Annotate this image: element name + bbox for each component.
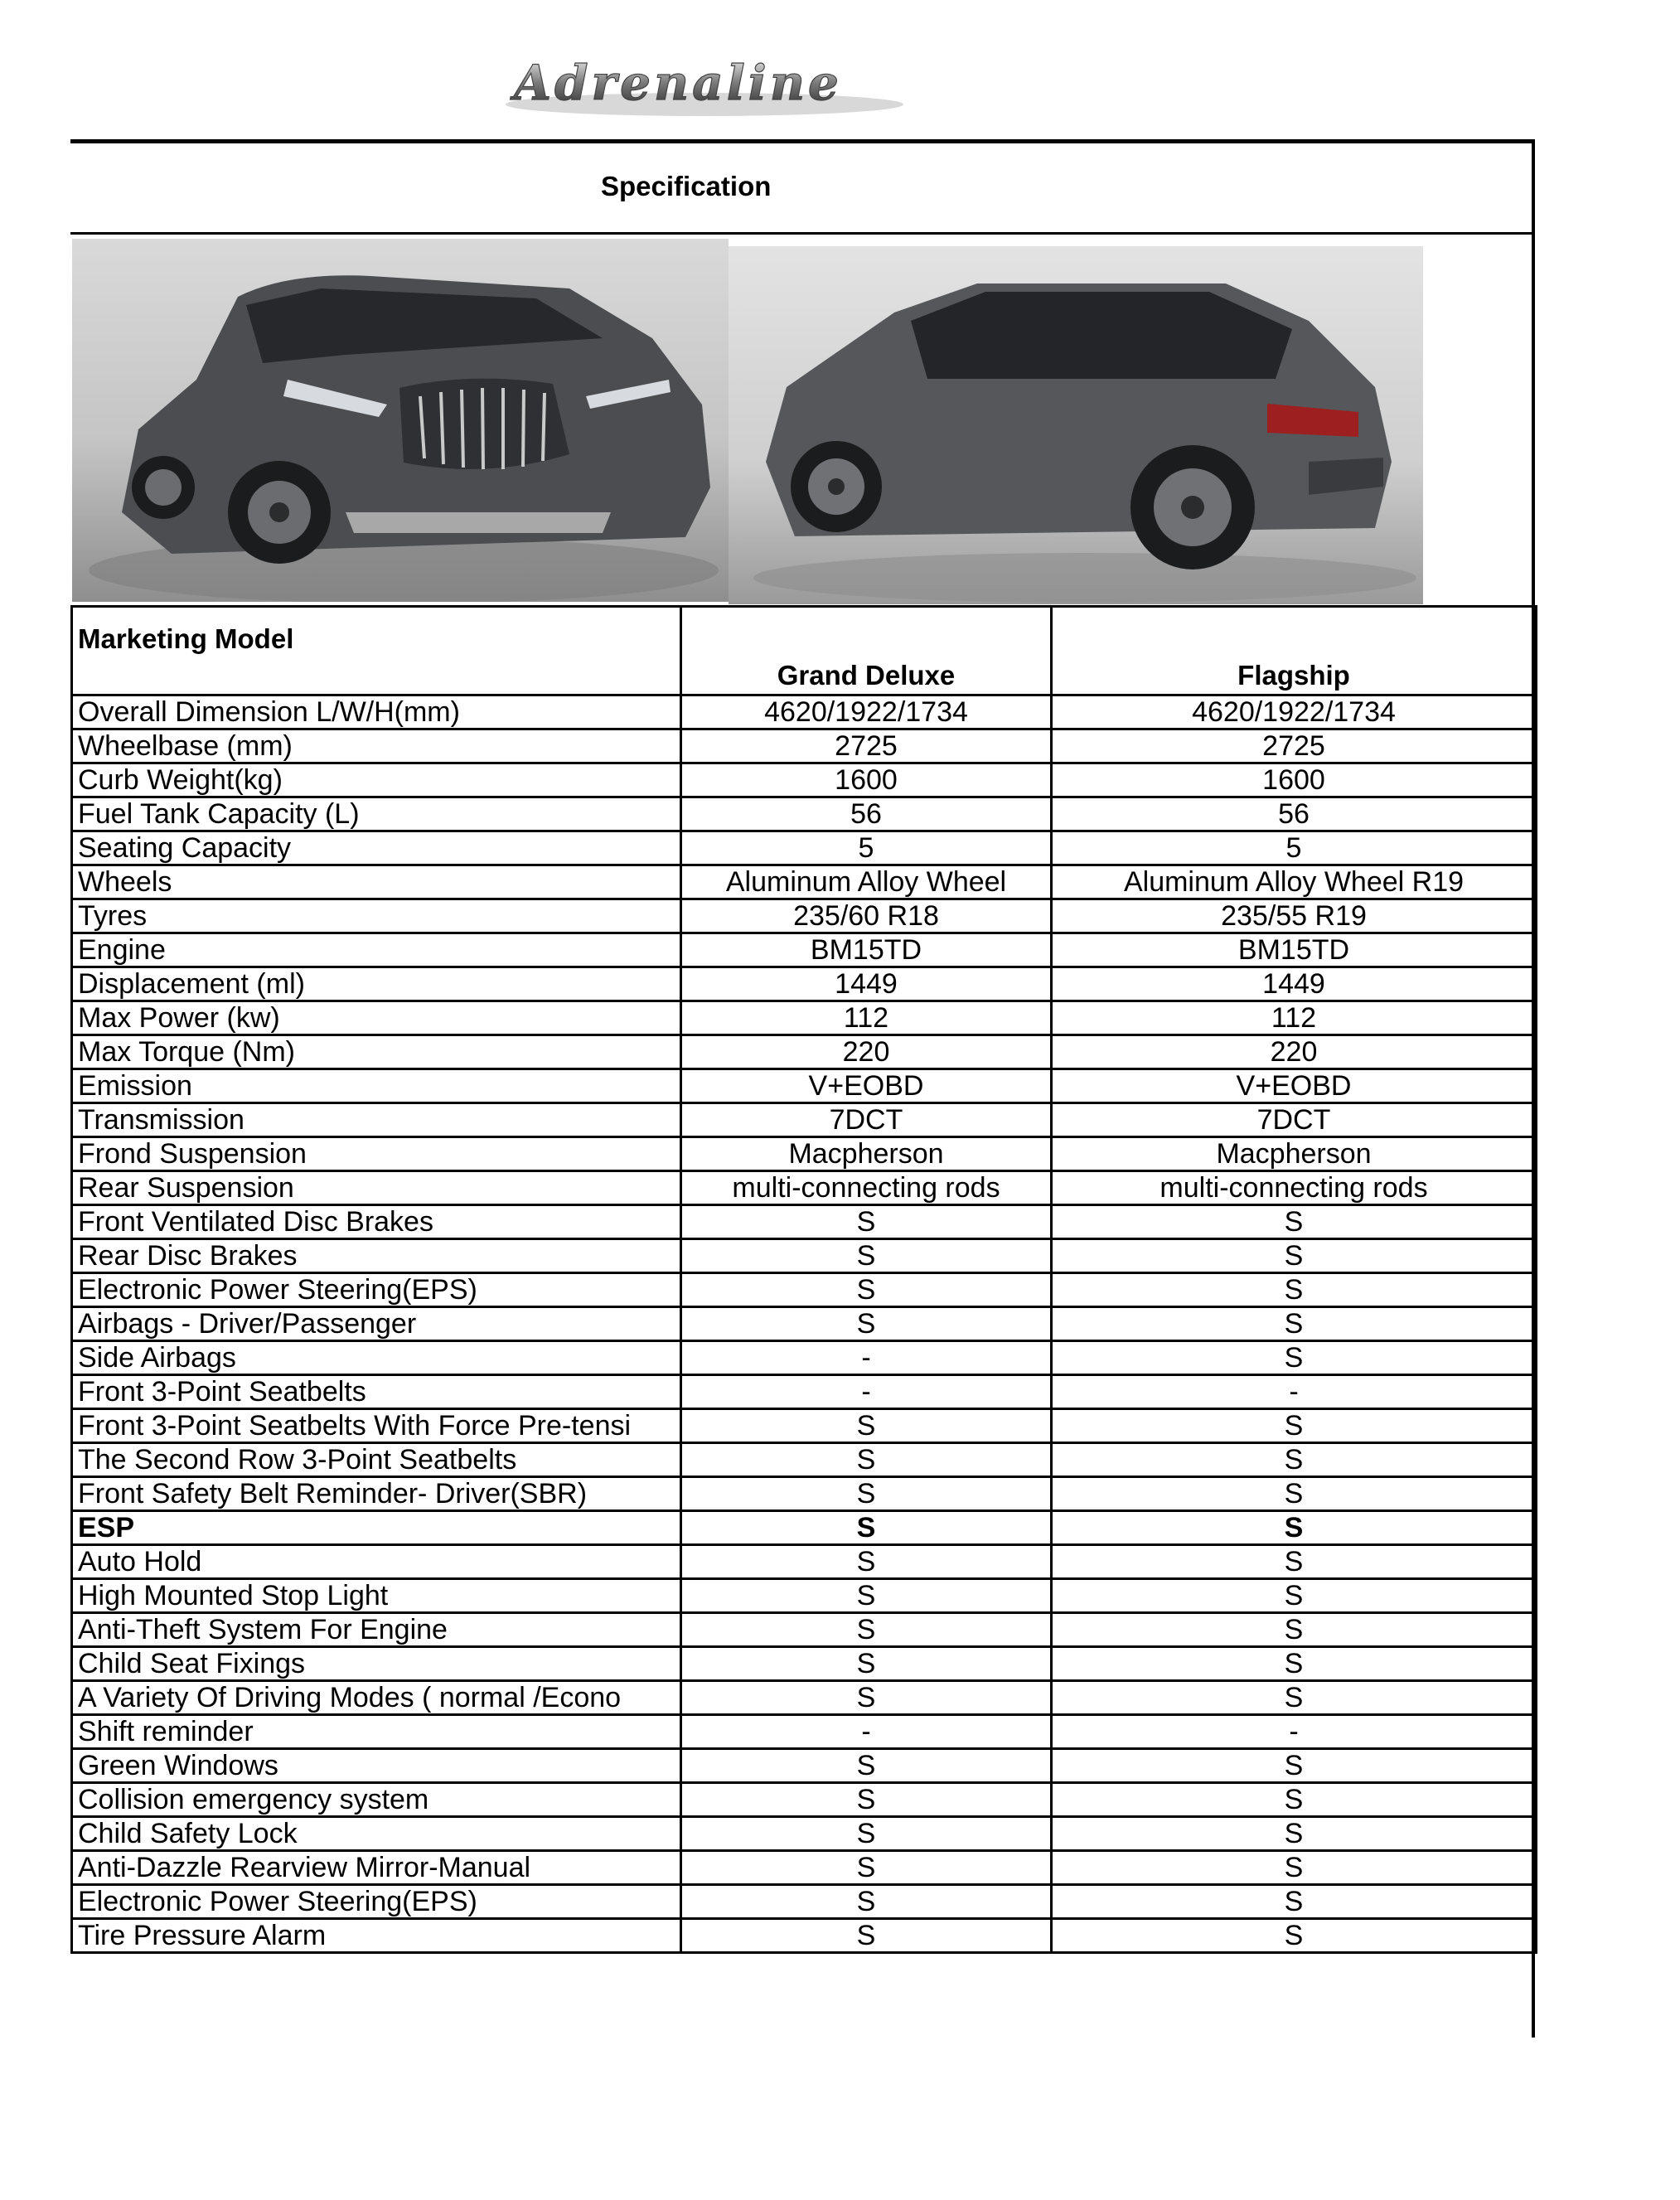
row-label: Green Windows (72, 1749, 681, 1783)
row-label: Front 3-Point Seatbelts With Force Pre-tensi (72, 1409, 681, 1443)
table-row (72, 1579, 1537, 1613)
flagship-value: S (1052, 1613, 1537, 1647)
grand-deluxe-value: S (681, 1613, 1052, 1647)
row-label: Engine (72, 933, 681, 967)
flagship-value: S (1052, 1341, 1537, 1375)
table-row (72, 1613, 1537, 1647)
grand-deluxe-value: 220 (681, 1035, 1052, 1069)
table-row (72, 1171, 1537, 1205)
flagship-value: S (1052, 1681, 1537, 1715)
table-row (72, 1545, 1537, 1579)
row-label: Electronic Power Steering(EPS) (72, 1885, 681, 1919)
row-label: Collision emergency system (72, 1783, 681, 1817)
table-row (72, 1783, 1537, 1817)
table-row (72, 695, 1537, 729)
row-label: Child Safety Lock (72, 1817, 681, 1851)
table-row (72, 865, 1537, 899)
grand-deluxe-value: 112 (681, 1001, 1052, 1035)
grand-deluxe-value: S (681, 1205, 1052, 1239)
table-header-row (72, 607, 1537, 695)
grand-deluxe-value: S (681, 1749, 1052, 1783)
table-row (72, 1511, 1537, 1545)
row-label: Anti-Dazzle Rearview Mirror-Manual (72, 1851, 681, 1885)
flagship-value: - (1052, 1375, 1537, 1409)
table-row (72, 1647, 1537, 1681)
table-row (72, 1477, 1537, 1511)
flagship-value: Macpherson (1052, 1137, 1537, 1171)
grand-deluxe-value: multi-connecting rods (681, 1171, 1052, 1205)
table-row (72, 1069, 1537, 1103)
row-label: Child Seat Fixings (72, 1647, 681, 1681)
column-header-grand-deluxe: Grand Deluxe (681, 607, 1052, 695)
table-row (72, 1885, 1537, 1919)
row-label: Max Power (kw) (72, 1001, 681, 1035)
flagship-value: S (1052, 1579, 1537, 1613)
row-label: High Mounted Stop Light (72, 1579, 681, 1613)
flagship-value: 56 (1052, 797, 1537, 831)
row-label: Front Ventilated Disc Brakes (72, 1205, 681, 1239)
row-label: The Second Row 3-Point Seatbelts (72, 1443, 681, 1477)
grand-deluxe-value: S (681, 1647, 1052, 1681)
flagship-value: S (1052, 1885, 1537, 1919)
row-label: Curb Weight(kg) (72, 763, 681, 797)
car-rear-photo (729, 246, 1423, 604)
grand-deluxe-value: 235/60 R18 (681, 899, 1052, 933)
row-label: Overall Dimension L/W/H(mm) (72, 695, 681, 729)
table-row (72, 1137, 1537, 1171)
table-row (72, 797, 1537, 831)
row-label: Airbags - Driver/Passenger (72, 1307, 681, 1341)
page-title: Specification (601, 171, 772, 201)
table-row (72, 1817, 1537, 1851)
specification-table (70, 605, 1537, 1954)
grand-deluxe-value: - (681, 1341, 1052, 1375)
grand-deluxe-value: 5 (681, 831, 1052, 865)
svg-text:Adrenaline: Adrenaline (514, 56, 842, 111)
grand-deluxe-value: 7DCT (681, 1103, 1052, 1137)
flagship-value: S (1052, 1307, 1537, 1341)
flagship-value: S (1052, 1239, 1537, 1273)
grand-deluxe-value: S (681, 1851, 1052, 1885)
flagship-value: S (1052, 1273, 1537, 1307)
flagship-value: multi-connecting rods (1052, 1171, 1537, 1205)
flagship-value: S (1052, 1783, 1537, 1817)
row-label: Rear Disc Brakes (72, 1239, 681, 1273)
adrenaline-logo (497, 56, 912, 123)
flagship-value: S (1052, 1851, 1537, 1885)
table-row (72, 899, 1537, 933)
flagship-value: S (1052, 1817, 1537, 1851)
table-row (72, 1103, 1537, 1137)
row-label: Front 3-Point Seatbelts (72, 1375, 681, 1409)
row-label: Tyres (72, 899, 681, 933)
flagship-value: - (1052, 1715, 1537, 1749)
table-row (72, 1749, 1537, 1783)
grand-deluxe-value: Aluminum Alloy Wheel (681, 865, 1052, 899)
row-label: Rear Suspension (72, 1171, 681, 1205)
grand-deluxe-value: 56 (681, 797, 1052, 831)
flagship-value: 5 (1052, 831, 1537, 865)
grand-deluxe-value: 2725 (681, 729, 1052, 763)
row-label: Fuel Tank Capacity (L) (72, 797, 681, 831)
flagship-value: 112 (1052, 1001, 1537, 1035)
table-row (72, 1307, 1537, 1341)
flagship-value: 1449 (1052, 967, 1537, 1001)
flagship-value: Aluminum Alloy Wheel R19 (1052, 865, 1537, 899)
flagship-value: 4620/1922/1734 (1052, 695, 1537, 729)
flagship-value: S (1052, 1409, 1537, 1443)
grand-deluxe-value: S (681, 1409, 1052, 1443)
grand-deluxe-value: S (681, 1885, 1052, 1919)
specification-table-wrapper (70, 605, 1537, 1954)
row-label: Tire Pressure Alarm (72, 1919, 681, 1953)
table-row (72, 967, 1537, 1001)
flagship-value: 7DCT (1052, 1103, 1537, 1137)
grand-deluxe-value: S (681, 1579, 1052, 1613)
flagship-value: 1600 (1052, 763, 1537, 797)
grand-deluxe-value: S (681, 1681, 1052, 1715)
table-row (72, 1919, 1537, 1953)
grand-deluxe-value: - (681, 1715, 1052, 1749)
flagship-value: BM15TD (1052, 933, 1537, 967)
flagship-value: S (1052, 1647, 1537, 1681)
grand-deluxe-value: S (681, 1545, 1052, 1579)
flagship-value: S (1052, 1205, 1537, 1239)
grand-deluxe-value: 1600 (681, 763, 1052, 797)
row-label: Electronic Power Steering(EPS) (72, 1273, 681, 1307)
table-row (72, 1205, 1537, 1239)
row-label: Emission (72, 1069, 681, 1103)
row-label: Transmission (72, 1103, 681, 1137)
grand-deluxe-value: S (681, 1919, 1052, 1953)
row-label: Wheels (72, 865, 681, 899)
flagship-value: S (1052, 1749, 1537, 1783)
flagship-value: S (1052, 1511, 1537, 1545)
table-row (72, 1851, 1537, 1885)
table-row (72, 729, 1537, 763)
car-front-photo (72, 239, 729, 602)
grand-deluxe-value: V+EOBD (681, 1069, 1052, 1103)
table-row (72, 1375, 1537, 1409)
grand-deluxe-value: S (681, 1443, 1052, 1477)
grand-deluxe-value: Macpherson (681, 1137, 1052, 1171)
table-row (72, 1273, 1537, 1307)
table-row (72, 933, 1537, 967)
grand-deluxe-value: 1449 (681, 967, 1052, 1001)
row-label: Frond Suspension (72, 1137, 681, 1171)
grand-deluxe-value: S (681, 1239, 1052, 1273)
grand-deluxe-value: S (681, 1273, 1052, 1307)
row-label: Anti-Theft System For Engine (72, 1613, 681, 1647)
header-label: Marketing Model (72, 607, 681, 695)
flagship-value: V+EOBD (1052, 1069, 1537, 1103)
grand-deluxe-value: S (681, 1511, 1052, 1545)
column-header-flagship: Flagship (1052, 607, 1537, 695)
grand-deluxe-value: S (681, 1477, 1052, 1511)
flagship-value: S (1052, 1919, 1537, 1953)
row-label: Seating Capacity (72, 831, 681, 865)
grand-deluxe-value: BM15TD (681, 933, 1052, 967)
table-row (72, 1001, 1537, 1035)
row-label: Wheelbase (mm) (72, 729, 681, 763)
table-row (72, 1715, 1537, 1749)
table-row (72, 1443, 1537, 1477)
table-row (72, 1035, 1537, 1069)
table-row (72, 1409, 1537, 1443)
flagship-value: 220 (1052, 1035, 1537, 1069)
table-row (72, 763, 1537, 797)
row-label: Side Airbags (72, 1341, 681, 1375)
specification-header (70, 139, 1535, 235)
grand-deluxe-value: S (681, 1307, 1052, 1341)
row-label: Max Torque (Nm) (72, 1035, 681, 1069)
row-label: Shift reminder (72, 1715, 681, 1749)
flagship-value: 2725 (1052, 729, 1537, 763)
table-row (72, 1239, 1537, 1273)
flagship-value: 235/55 R19 (1052, 899, 1537, 933)
row-label: A Variety Of Driving Modes ( normal /Econo (72, 1681, 681, 1715)
flagship-value: S (1052, 1443, 1537, 1477)
grand-deluxe-value: 4620/1922/1734 (681, 695, 1052, 729)
flagship-value: S (1052, 1545, 1537, 1579)
row-label: ESP (72, 1511, 681, 1545)
flagship-value: S (1052, 1477, 1537, 1511)
grand-deluxe-value: S (681, 1817, 1052, 1851)
row-label: Displacement (ml) (72, 967, 681, 1001)
row-label: Front Safety Belt Reminder- Driver(SBR) (72, 1477, 681, 1511)
table-row (72, 831, 1537, 865)
grand-deluxe-value: S (681, 1783, 1052, 1817)
grand-deluxe-value: - (681, 1375, 1052, 1409)
row-label: Auto Hold (72, 1545, 681, 1579)
table-row (72, 1681, 1537, 1715)
table-row (72, 1341, 1537, 1375)
